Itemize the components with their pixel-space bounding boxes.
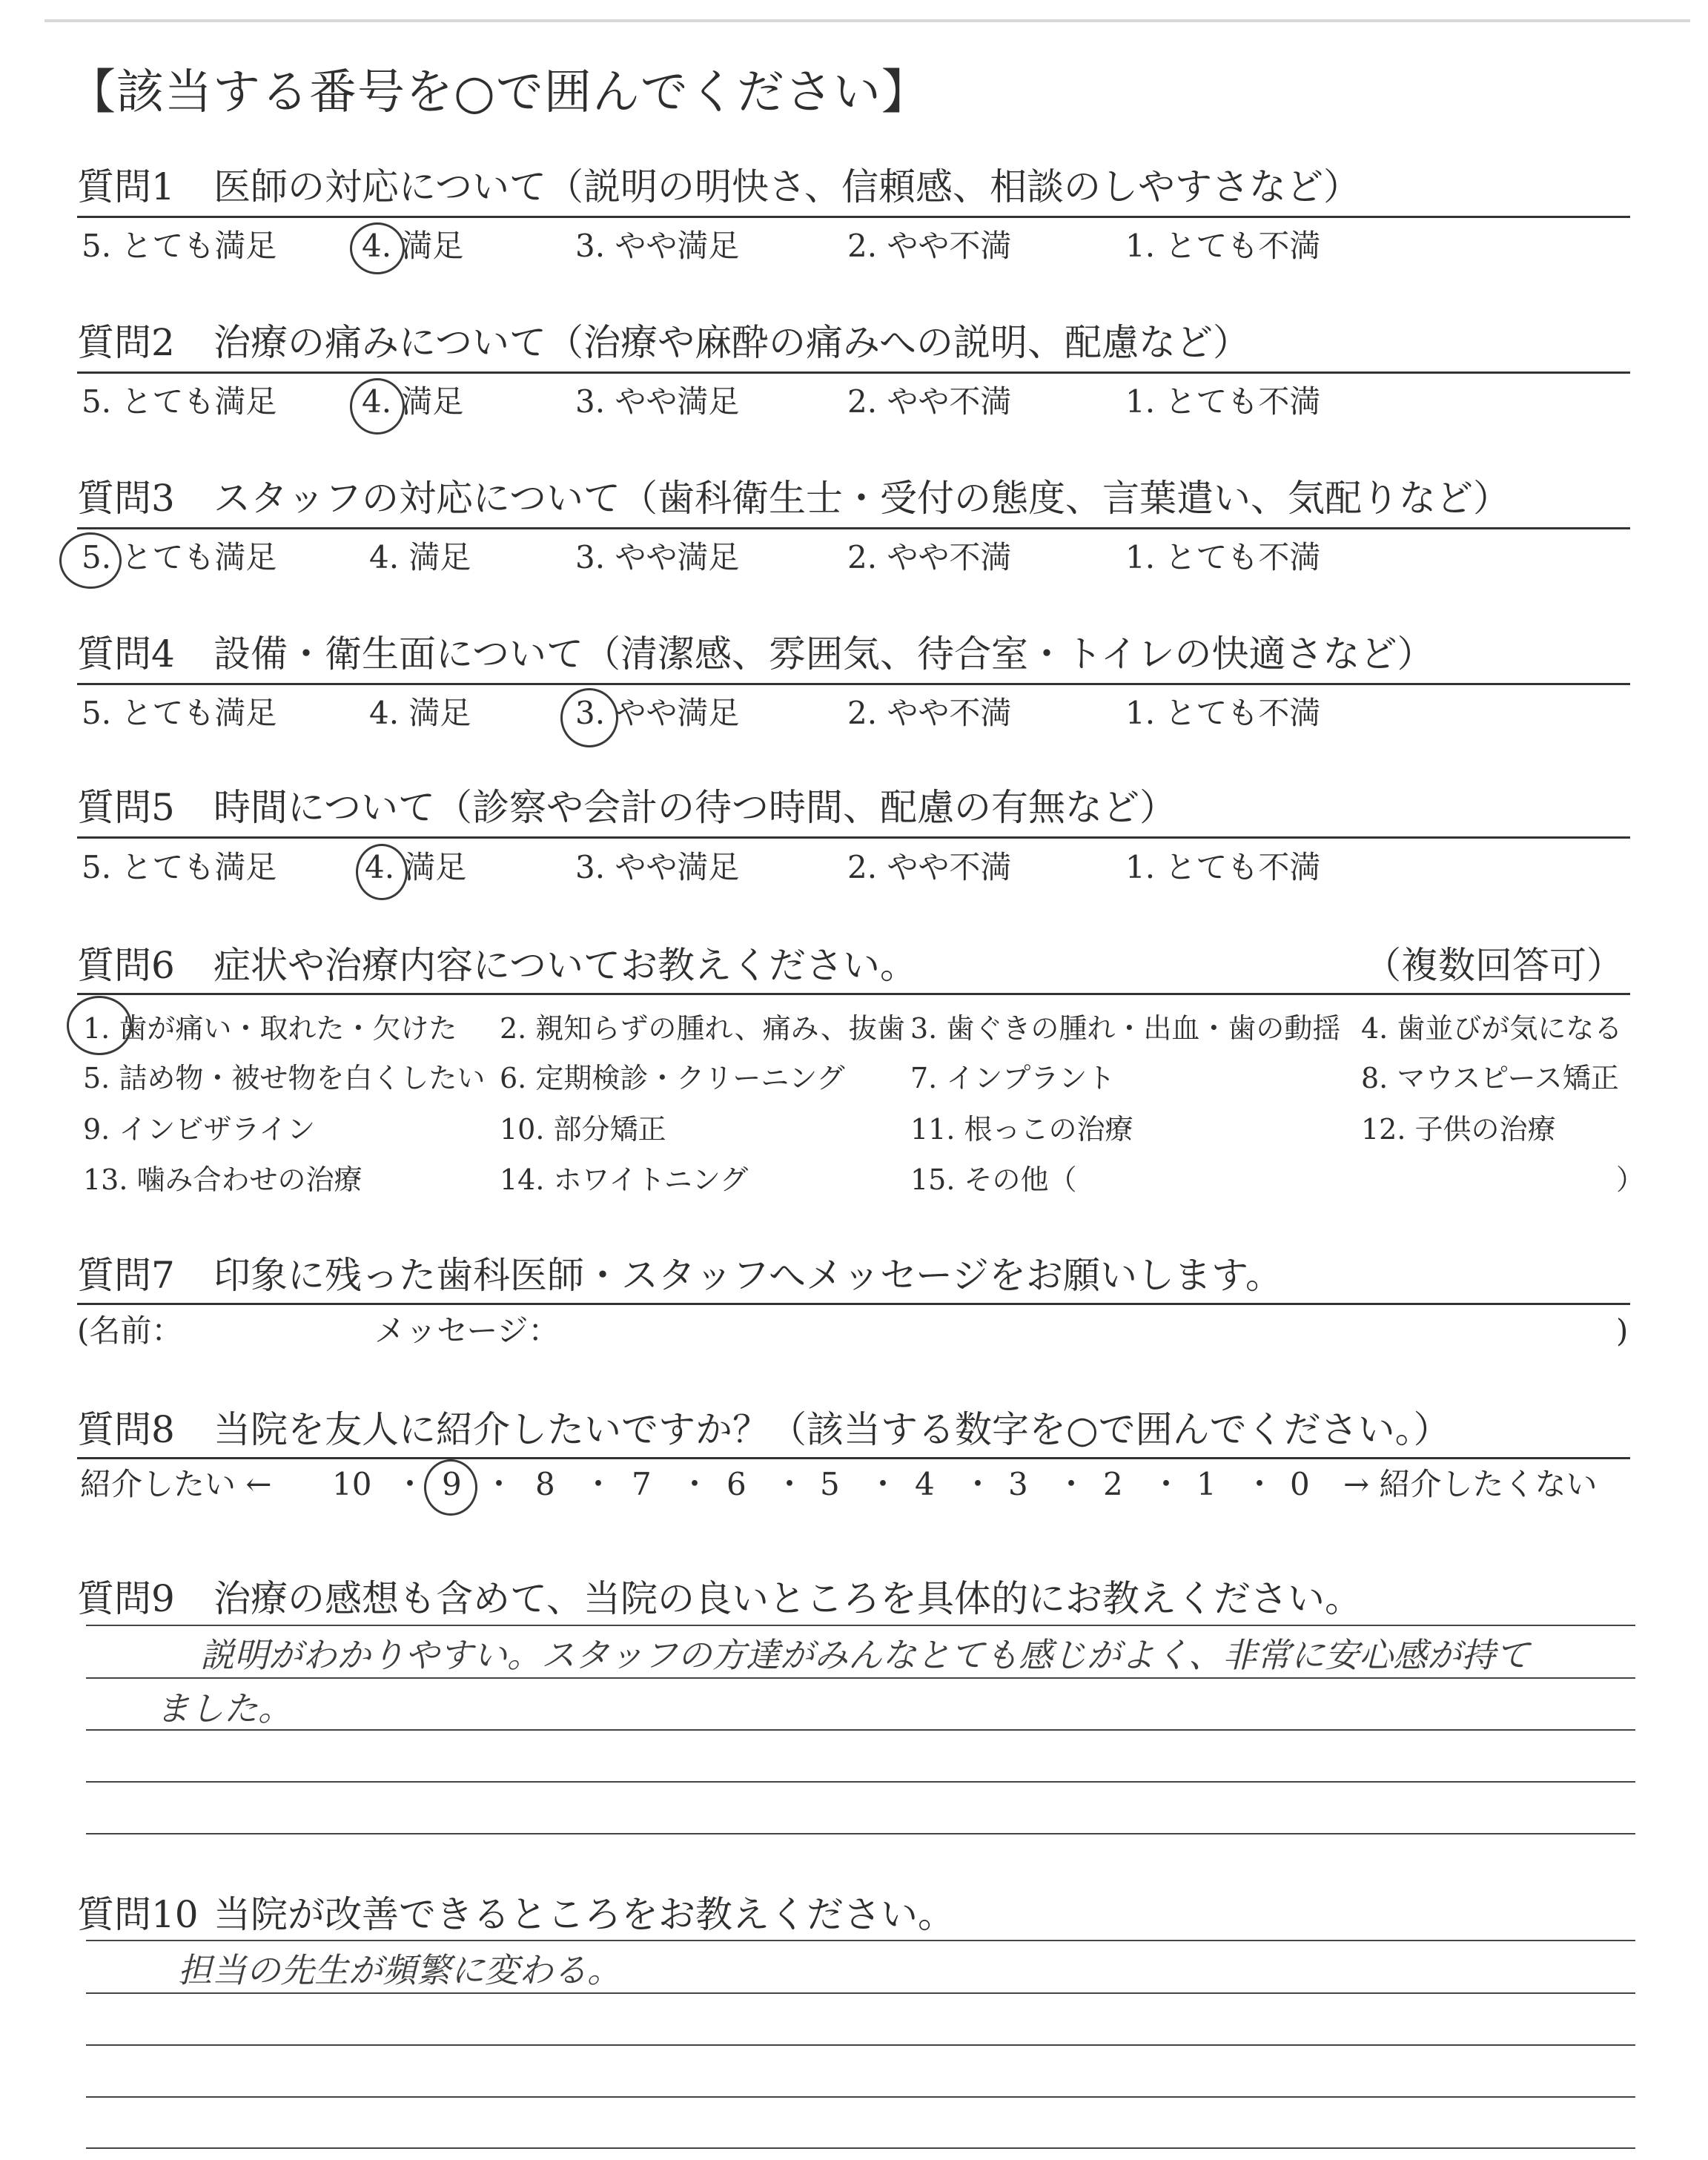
writing-line: [86, 2096, 1635, 2098]
scale-dot: ・: [394, 1466, 426, 1502]
question-number: 質問3: [77, 477, 175, 520]
question-rule: [77, 527, 1630, 529]
option-1[interactable]: 1. とても不満: [1125, 228, 1321, 264]
question-text: 医師の対応について（説明の明快さ、信頼感、相談のしやすさなど）: [214, 165, 1360, 208]
question-rule: [77, 1303, 1630, 1305]
option-3[interactable]: 3. やや満足: [575, 383, 740, 420]
question-text: 治療の痛みについて（治療や麻酔の痛みへの説明、配慮など）: [214, 321, 1250, 364]
option-4[interactable]: 4. 満足: [362, 383, 464, 420]
scale-dot: ・: [1056, 1466, 1088, 1502]
question-10: [77, 1891, 955, 1938]
question-text: スタッフの対応について（歯科衛生士・受付の態度、言葉遣い、気配りなど）: [214, 477, 1510, 520]
symptom-option-1[interactable]: 1. 歯が痛い・取れた・欠けた: [83, 1012, 457, 1045]
multiple-answers-note: （複数回答可）: [1364, 944, 1623, 987]
symptom-option-2[interactable]: 2. 親知らずの腫れ、痛み、抜歯: [500, 1012, 905, 1045]
symptom-option-5[interactable]: 5. 詰め物・被せ物を白くしたい: [83, 1062, 486, 1094]
symptom-option-13[interactable]: 13. 噛み合わせの治療: [83, 1163, 363, 1196]
option-3[interactable]: 3. やや満足: [575, 695, 740, 731]
question-number: 質問5: [77, 786, 175, 829]
question-number: 質問7: [77, 1254, 175, 1297]
recommend-right-label: → 紹介したくない: [1343, 1466, 1598, 1502]
scale-dot: ・: [962, 1466, 994, 1502]
question-number: 質問10: [77, 1893, 199, 1936]
scale-2[interactable]: 2: [1103, 1466, 1123, 1502]
scale-8[interactable]: 8: [535, 1466, 555, 1502]
writing-line: [86, 2044, 1635, 2046]
scale-5[interactable]: 5: [820, 1466, 840, 1502]
symptom-option-9[interactable]: 9. インビザライン: [83, 1113, 316, 1146]
selection-circle: [356, 844, 408, 900]
option-5[interactable]: 5. とても満足: [82, 383, 277, 420]
writing-line: [86, 1833, 1635, 1834]
scale-3[interactable]: 3: [1008, 1466, 1028, 1502]
question-text: 当院を友人に紹介したいですか？（該当する数字を○で囲んでください。）: [214, 1408, 1451, 1451]
symptom-option-4[interactable]: 4. 歯並びが気になる: [1361, 1012, 1623, 1045]
option-1[interactable]: 1. とても不満: [1125, 383, 1321, 420]
option-5[interactable]: 5. とても満足: [82, 539, 277, 575]
question-4: [77, 630, 1434, 678]
writing-line: [86, 1677, 1635, 1679]
symptom-option-8[interactable]: 8. マウスピース矯正: [1361, 1062, 1619, 1094]
symptom-option-3[interactable]: 3. 歯ぐきの腫れ・出血・歯の動揺: [910, 1012, 1341, 1045]
scan-top-edge: [44, 19, 1690, 22]
scale-dot: ・: [679, 1466, 711, 1502]
symptom-option-15[interactable]: 15. その他（: [910, 1163, 1077, 1196]
question-text: 症状や治療内容についてお教えください。: [214, 944, 917, 987]
option-4[interactable]: 4. 満足: [362, 228, 464, 264]
option-3[interactable]: 3. やや満足: [575, 539, 740, 575]
question-number: 質問1: [77, 165, 175, 208]
symptom-option-10[interactable]: 10. 部分矯正: [500, 1113, 666, 1146]
writing-line: [86, 1781, 1635, 1783]
scale-4[interactable]: 4: [915, 1466, 935, 1502]
option-2[interactable]: 2. やや不満: [847, 383, 1012, 420]
question-number: 質問9: [77, 1577, 175, 1620]
option-2[interactable]: 2. やや不満: [847, 695, 1012, 731]
question-text: 設備・衛生面について（清潔感、雰囲気、待合室・トイレの快適さなど）: [214, 633, 1434, 676]
symptom-option-7[interactable]: 7. インプラント: [910, 1062, 1116, 1094]
question-8: [77, 1406, 1451, 1453]
question-number: 質問2: [77, 321, 175, 364]
question-rule: [77, 993, 1630, 995]
symptom-option-6[interactable]: 6. 定期検診・クリーニング: [500, 1062, 845, 1094]
selection-circle: [424, 1459, 477, 1516]
scale-dot: ・: [583, 1466, 615, 1502]
selection-circle: [350, 378, 405, 435]
option-4[interactable]: 4. 満足: [369, 539, 471, 575]
scale-dot: ・: [1244, 1466, 1276, 1502]
scale-6[interactable]: 6: [726, 1466, 747, 1502]
option-1[interactable]: 1. とても不満: [1125, 695, 1321, 731]
question-7: [77, 1252, 1282, 1299]
handwritten-answer-line: ました。: [156, 1688, 292, 1728]
option-3[interactable]: 3. やや満足: [575, 228, 740, 264]
question-number: 質問4: [77, 633, 175, 676]
scale-dot: ・: [483, 1466, 515, 1502]
question-text: 時間について（診察や会計の待つ時間、配慮の有無など）: [214, 786, 1176, 829]
question-rule: [77, 216, 1630, 218]
instruction-header: 【該当する番号を○で囲んでください】: [68, 65, 930, 120]
question-9: [77, 1575, 1362, 1622]
handwritten-answer-line: 説明がわかりやすい。スタッフの方達がみんなとても感じがよく、非常に安心感が持て: [200, 1635, 1530, 1675]
selection-circle: [59, 532, 122, 589]
selection-circle: [560, 688, 618, 747]
recommend-left-label: 紹介したい ←: [80, 1466, 272, 1502]
question-6: [77, 942, 917, 989]
question-1: [77, 163, 1360, 211]
selection-circle: [67, 996, 132, 1055]
scale-dot: ・: [867, 1466, 899, 1502]
scale-0[interactable]: 0: [1290, 1466, 1310, 1502]
question-rule: [77, 683, 1630, 685]
writing-line: [86, 1729, 1635, 1731]
symptom-option-12[interactable]: 12. 子供の治療: [1361, 1113, 1556, 1146]
writing-line: [86, 1940, 1635, 1941]
question-number: 質問6: [77, 944, 175, 987]
writing-line: [86, 2147, 1635, 2149]
question-rule: [77, 836, 1630, 839]
option-2[interactable]: 2. やや不満: [847, 228, 1012, 264]
question-text: 印象に残った歯科医師・スタッフへメッセージをお願いします。: [214, 1254, 1282, 1297]
scale-dot: ・: [774, 1466, 806, 1502]
selection-circle: [350, 222, 405, 274]
option-2[interactable]: 2. やや不満: [847, 539, 1012, 575]
option-5[interactable]: 5. とても満足: [82, 695, 277, 731]
message-label: メッセージ：: [374, 1312, 560, 1349]
scale-dot: ・: [1151, 1466, 1182, 1502]
option-5[interactable]: 5. とても満足: [82, 849, 277, 885]
option-3[interactable]: 3. やや満足: [575, 849, 740, 885]
writing-line: [86, 1992, 1635, 1994]
question-number: 質問8: [77, 1408, 175, 1451]
option-4[interactable]: 4. 満足: [365, 849, 467, 885]
close-paren: ): [1616, 1312, 1629, 1349]
scale-1[interactable]: 1: [1196, 1466, 1217, 1502]
question-text: 当院が改善できるところをお教えください。: [214, 1893, 955, 1936]
option-4[interactable]: 4. 満足: [369, 695, 471, 731]
other-close-paren: ）: [1616, 1163, 1645, 1196]
handwritten-answer-line: 担当の先生が頻繁に変わる。: [178, 1950, 621, 1990]
question-text: 治療の感想も含めて、当院の良いところを具体的にお教えください。: [214, 1577, 1362, 1620]
symptom-option-14[interactable]: 14. ホワイトニング: [500, 1163, 749, 1196]
option-5[interactable]: 5. とても満足: [82, 228, 277, 264]
option-2[interactable]: 2. やや不満: [847, 849, 1012, 885]
symptom-option-11[interactable]: 11. 根っこの治療: [910, 1113, 1133, 1146]
writing-line: [86, 1625, 1635, 1626]
scale-10[interactable]: 10: [332, 1466, 372, 1502]
option-1[interactable]: 1. とても不満: [1125, 539, 1321, 575]
scale-7[interactable]: 7: [632, 1466, 652, 1502]
question-5: [77, 784, 1176, 831]
name-label: (名前：: [77, 1312, 183, 1349]
question-rule: [77, 1457, 1630, 1459]
question-rule: [77, 371, 1630, 374]
option-1[interactable]: 1. とても不満: [1125, 849, 1321, 885]
question-3: [77, 475, 1510, 522]
question-2: [77, 319, 1250, 366]
scale-9[interactable]: 9: [442, 1466, 462, 1502]
